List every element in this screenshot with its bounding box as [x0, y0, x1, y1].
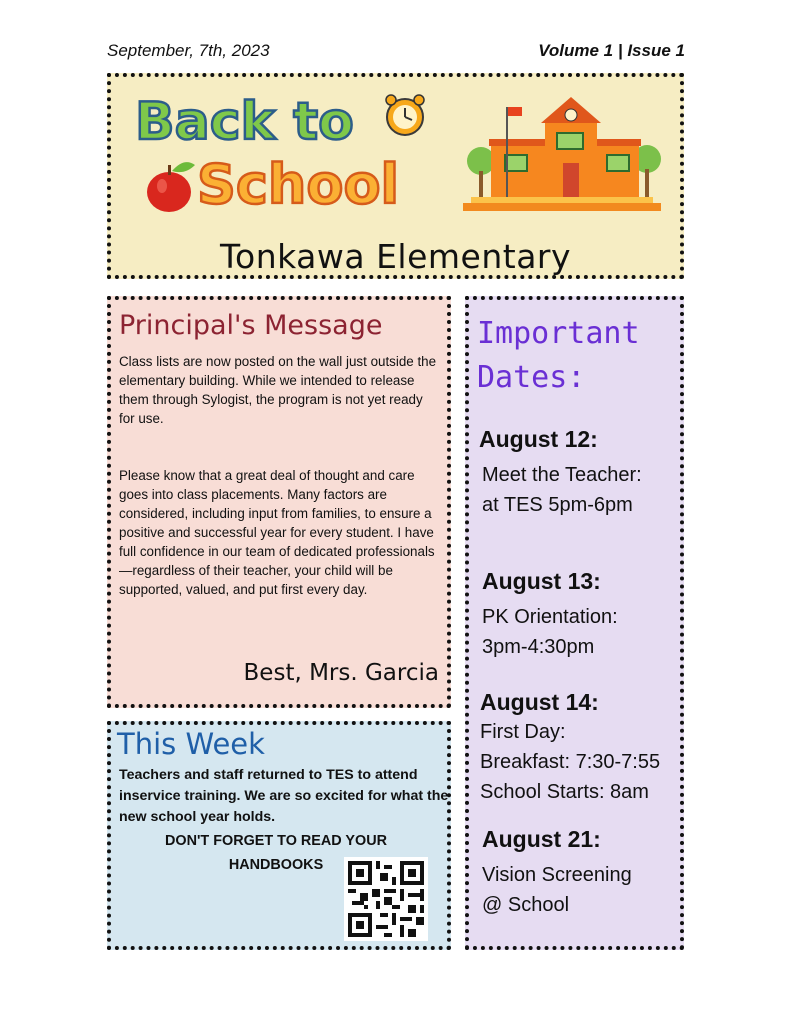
newsletter-volume: Volume 1 | Issue 1: [538, 41, 685, 60]
school-building-illustration: [461, 93, 671, 223]
date-detail: School Starts: 8am: [480, 781, 649, 803]
principal-paragraph-1: Class lists are now posted on the wall just outside the elementary building. While we intended to release them through Sylogist, the program is not yet ready for use.: [119, 354, 437, 426]
qr-code-icon: [344, 857, 428, 941]
clock-icon: [386, 95, 424, 135]
logo-line2: School: [197, 153, 400, 216]
this-week-title: This Week: [117, 727, 265, 761]
banner: [107, 73, 684, 279]
this-week-text: Teachers and staff returned to TES to attend inservice training. We are so excited for what the new school year holds.: [119, 767, 449, 825]
principal-paragraph-2: Please know that a great deal of thought and care goes into class placements. Many factors are considered, including input from families, to ensure a positive and successful year for every student. I have full confidence in our team of dedicated professionals—regardless of their teacher, your child will be supported, valued, and put first every day.: [119, 468, 435, 597]
date-detail: First Day:: [480, 721, 566, 743]
date-heading: August 14:: [480, 689, 599, 715]
date-detail: Vision Screening: [482, 864, 632, 886]
date-detail: @ School: [482, 894, 570, 916]
principal-message-title: Principal's Message: [119, 310, 383, 341]
principal-signature: Best, Mrs. Garcia: [243, 660, 439, 686]
qr-code[interactable]: [344, 857, 428, 941]
logo-line1: Back to: [135, 92, 354, 152]
date-detail: Meet the Teacher:: [482, 464, 642, 486]
important-dates-section: [465, 296, 684, 950]
handbook-reminder: DON'T FORGET TO READ YOUR HANDBOOKS: [165, 833, 387, 873]
back-to-school-logo: [129, 91, 449, 221]
date-heading: August 12:: [479, 426, 598, 452]
date-detail: 3pm-4:30pm: [482, 636, 595, 658]
apple-icon: [147, 162, 195, 212]
date-heading: August 13:: [482, 568, 601, 594]
important-dates-title: Important Dates:: [477, 316, 640, 395]
date-heading: August 21:: [482, 826, 601, 852]
date-detail: PK Orientation:: [482, 606, 618, 628]
date-detail: Breakfast: 7:30-7:55: [480, 751, 661, 773]
principal-message-section: [107, 296, 451, 708]
newsletter-date: September, 7th, 2023: [107, 41, 270, 60]
this-week-section: [107, 721, 451, 950]
school-name: Tonkawa Elementary: [219, 237, 572, 276]
date-detail: at TES 5pm-6pm: [482, 494, 633, 516]
